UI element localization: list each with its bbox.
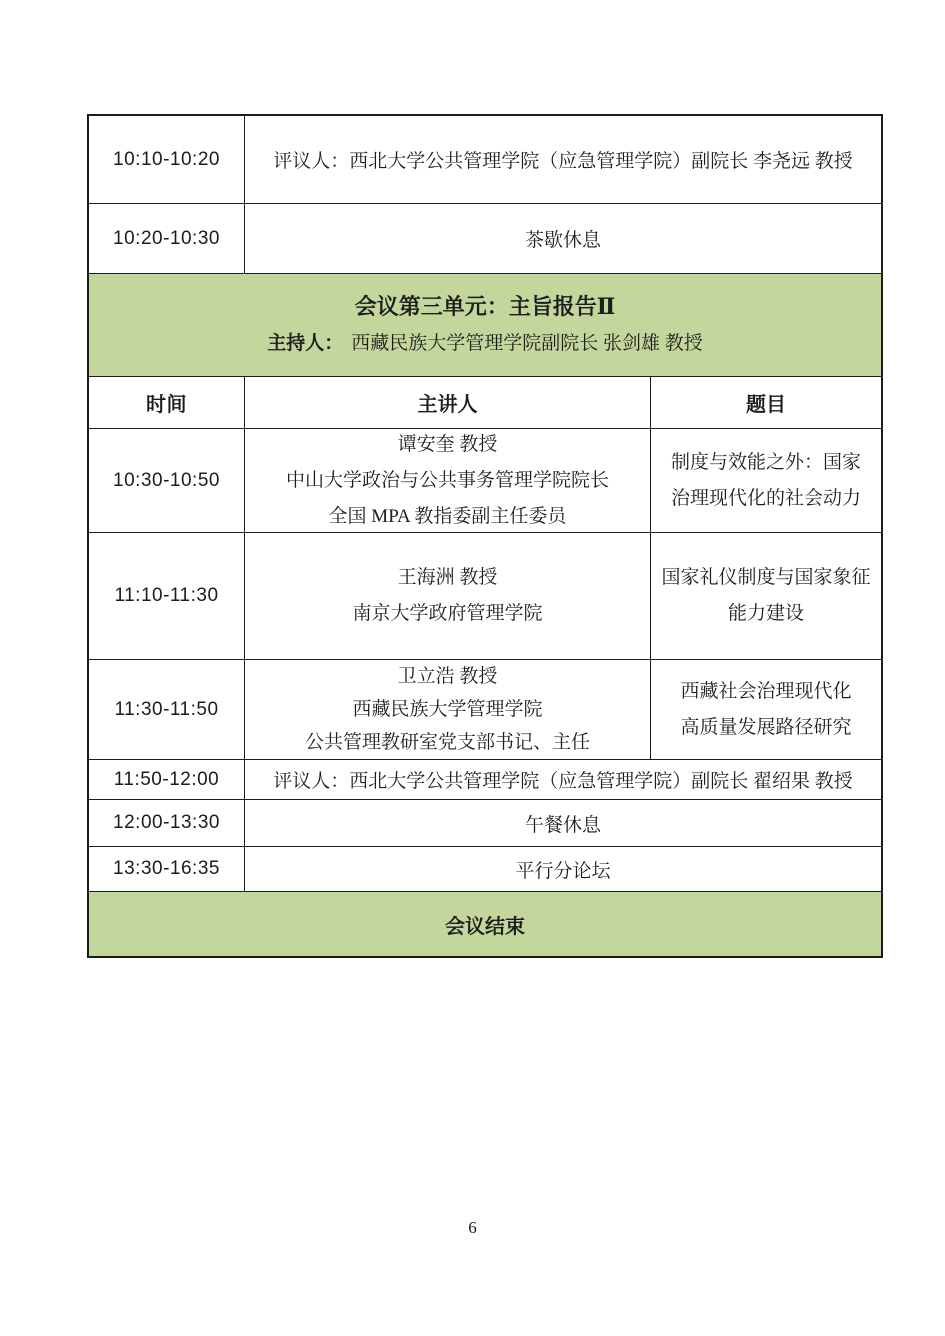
topic-line: 国家礼仪制度与国家象征 (661, 567, 871, 588)
time-cell: 12:00-13:30 (89, 800, 245, 846)
table-row (89, 116, 881, 204)
speaker-cell (245, 660, 651, 759)
table-row (89, 800, 881, 847)
time-cell: 11:50-12:00 (89, 760, 245, 799)
speaker-line: 中山大学政治与公共事务管理学院院长 (285, 469, 609, 491)
speaker-line: 公共管理教研室党支部书记、主任 (304, 732, 590, 753)
time-cell: 10:10-10:20 (89, 116, 245, 203)
speaker-cell (245, 429, 651, 532)
event-cell: 茶歇休息 (524, 230, 601, 251)
topic-cell (651, 533, 881, 659)
speaker-line: 谭安奎 教授 (397, 433, 498, 455)
closing-banner (89, 892, 881, 956)
table-row (89, 660, 881, 760)
time-cell: 13:30-16:35 (89, 847, 245, 891)
topic-cell (651, 429, 881, 532)
host-label: 主持人： (267, 333, 344, 354)
event-cell: 评议人：西北大学公共管理学院（应急管理学院）副院长 翟绍果 教授 (273, 771, 853, 792)
host-name: 西藏民族大学管理学院副院长 张剑雄 教授 (351, 333, 703, 354)
column-header-topic: 题目 (746, 394, 786, 416)
time-cell: 11:10-11:30 (89, 533, 245, 659)
table-row (89, 204, 881, 274)
event-cell: 午餐休息 (524, 814, 601, 836)
closing-title: 会议结束 (445, 915, 525, 938)
event-cell: 平行分论坛 (515, 860, 611, 882)
topic-line: 治理现代化的社会动力 (670, 487, 861, 509)
speaker-line: 西藏民族大学管理学院 (352, 699, 543, 720)
conference-schedule-table (87, 114, 883, 958)
page-number: 6 (468, 1218, 477, 1237)
topic-cell (651, 660, 881, 759)
speaker-cell (245, 533, 651, 659)
section-banner (89, 274, 881, 377)
topic-line: 制度与效能之外：国家 (670, 451, 861, 473)
column-header-time: 时间 (89, 377, 245, 428)
section-banner-cell (89, 274, 881, 376)
column-header-speaker: 主讲人 (245, 377, 651, 428)
table-row (89, 847, 881, 892)
speaker-line: 王海洲 教授 (397, 567, 498, 588)
table-row (89, 429, 881, 533)
section-title: 会议第三单元：主旨报告Ⅱ (354, 294, 616, 319)
topic-line: 高质量发展路径研究 (680, 716, 852, 738)
section-host-line (267, 328, 703, 360)
speaker-line: 卫立浩 教授 (397, 666, 498, 687)
closing-banner-cell (89, 892, 881, 956)
table-row (89, 760, 881, 800)
table-header-row (89, 377, 881, 429)
speaker-line: 南京大学政府管理学院 (352, 603, 543, 624)
speaker-line: 全国 MPA 教指委副主任委员 (328, 505, 567, 527)
topic-line: 能力建设 (727, 603, 804, 624)
time-cell: 10:20-10:30 (89, 204, 245, 273)
event-cell: 评议人：西北大学公共管理学院（应急管理学院）副院长 李尧远 教授 (273, 151, 853, 172)
time-cell: 10:30-10:50 (89, 429, 245, 532)
time-cell: 11:30-11:50 (89, 660, 245, 759)
table-row (89, 533, 881, 660)
topic-line: 西藏社会治理现代化 (680, 680, 852, 702)
